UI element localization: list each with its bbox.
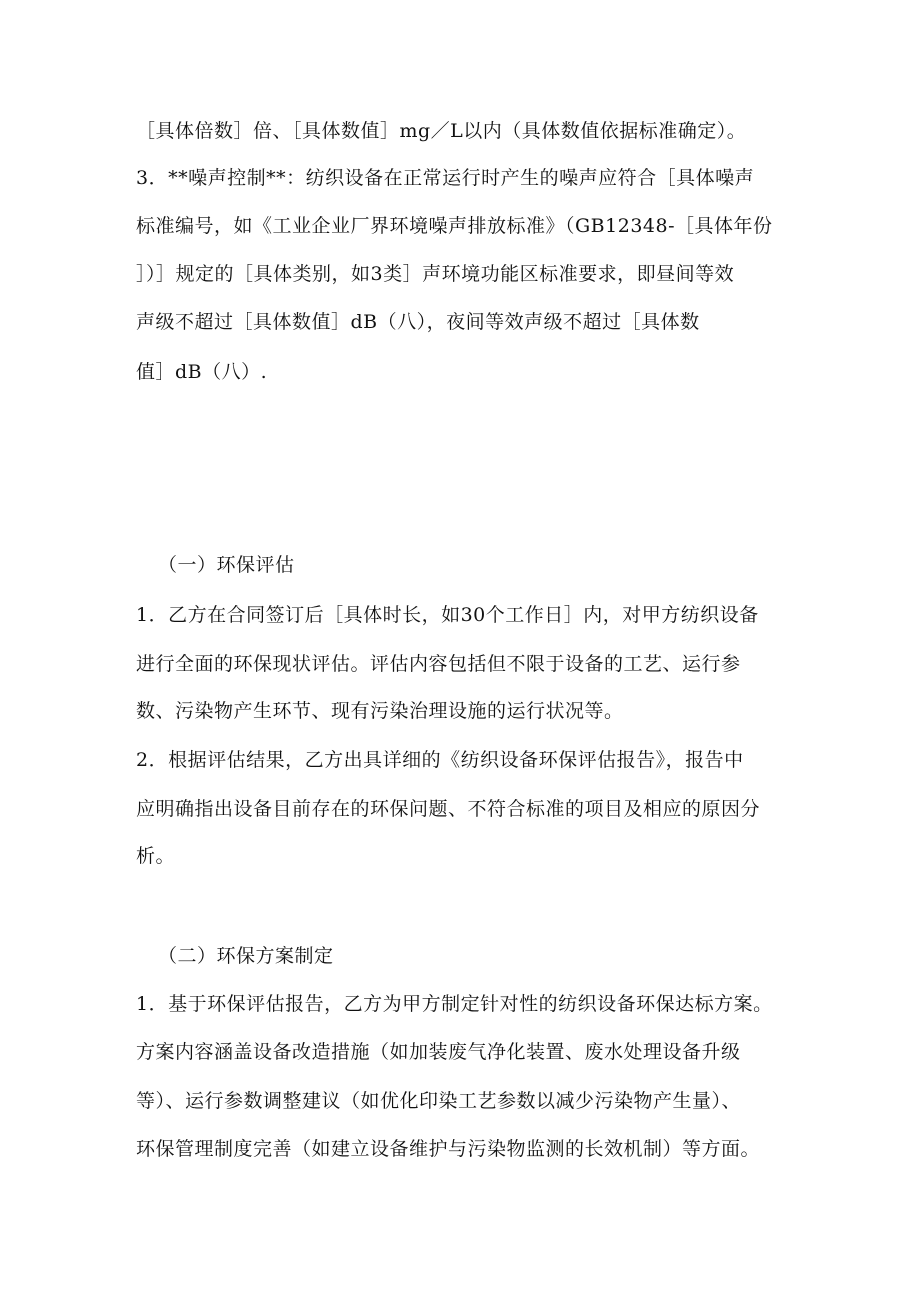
text-line: 环保管理制度完善（如建立设备维护与污染物监测的长效机制）等方面。 [136,1138,761,1160]
text-line: 声级不超过［具体数值］dB（八），夜间等效声级不超过［具体数 [136,311,700,333]
text-line: 1．基于环保评估报告，乙方为甲方制定针对性的纺织设备环保达标方案。 [136,993,773,1015]
text-line: 值］dB（八）. [136,361,268,383]
text-line: ］）］规定的［具体类别，如3类］声环境功能区标准要求，即昼间等效 [136,263,735,285]
text-line: 进行全面的环保现状评估。评估内容包括但不限于设备的工艺、运行参 [136,653,741,675]
section-heading: （二）环保方案制定 [158,945,334,967]
text-line: ［具体倍数］倍、［具体数值］mg／L以内（具体数值依据标准确定）。 [136,120,747,142]
text-line: 3．**噪声控制**：纺织设备在正常运行时产生的噪声应符合［具体噪声 [136,167,755,189]
text-line: 方案内容涵盖设备改造措施（如加装废气净化装置、废水处理设备升级 [136,1041,741,1063]
text-line: 等）、运行参数调整建议（如优化印染工艺参数以减少污染物产生量）、 [136,1090,742,1112]
text-line: 2．根据评估结果，乙方出具详细的《纺织设备环保评估报告》，报告中 [136,749,744,771]
text-line: 标准编号，如《工业企业厂界环境噪声排放标准》（GB12348-［具体年份 [136,215,773,237]
section-heading: （一）环保评估 [158,554,295,576]
text-line: 应明确指出设备目前存在的环保问题、不符合标准的项目及相应的原因分 [136,798,761,820]
text-line: 1．乙方在合同签订后［具体时长，如30个工作日］内，对甲方纺织设备 [136,604,759,626]
text-line: 数、污染物产生环节、现有污染治理设施的运行状况等。 [136,700,624,722]
text-line: 析。 [136,845,176,867]
